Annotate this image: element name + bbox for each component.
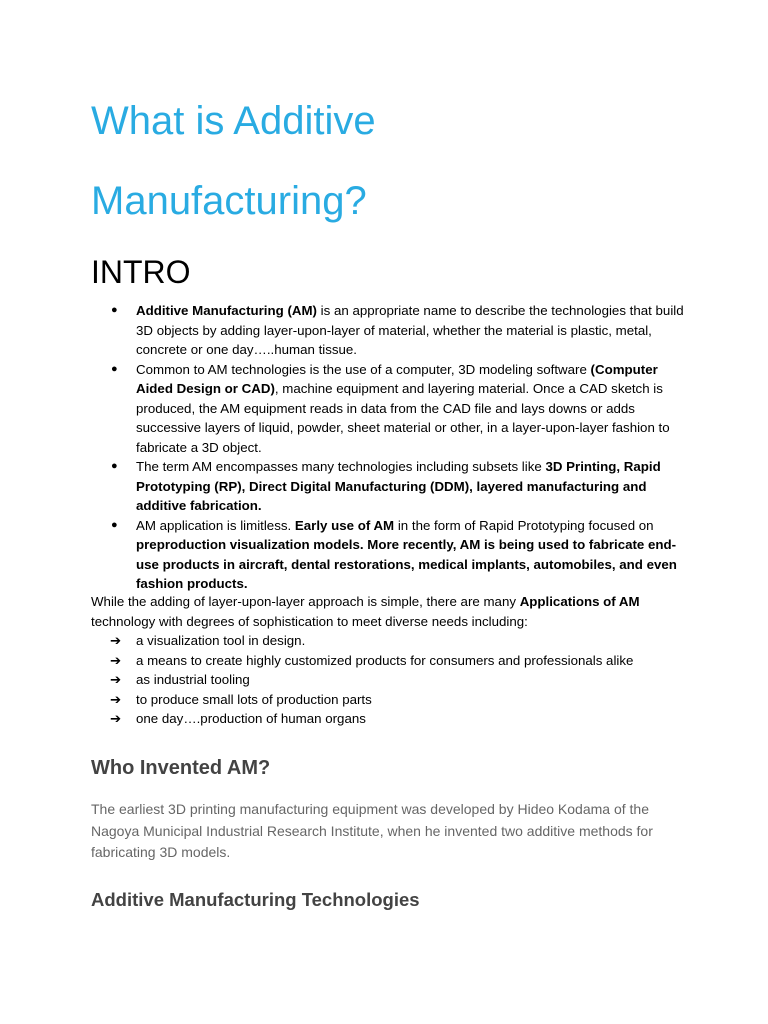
technologies-heading: Additive Manufacturing Technologies [91, 889, 420, 910]
arrow-right-icon: ➔ [110, 711, 122, 726]
bullet-dot-icon: ● [111, 518, 118, 531]
bullet-bold: (Computer Aided Design or CAD) [136, 361, 658, 396]
bullet-bold: preproduction visualization models. More recently, AM is being used to fabricate end-use products in aircraft, dental restorations, medical implants, automobiles, and even fashion products. [136, 537, 677, 591]
para-text: technology with degrees of sophistication to meet diverse needs including: [91, 613, 528, 629]
arrow-item-text: as industrial tooling [136, 672, 250, 687]
bullet-text: The term AM encompasses many technologies including subsets like [136, 459, 546, 474]
who-invented-heading: Who Invented AM? [91, 757, 271, 779]
bullet-item [91, 516, 691, 594]
arrow-item-text: one day….production of human organs [136, 711, 366, 726]
bullet-item [91, 301, 691, 360]
arrow-item-text: a means to create highly customized products for consumers and professionals alike [136, 652, 634, 668]
arrow-list-item [91, 709, 691, 729]
bullet-item [91, 457, 691, 516]
para-text: While the adding of layer-upon-layer approach is simple, there are many [91, 594, 520, 609]
arrow-list-item [91, 651, 691, 671]
bullet-text: , machine equipment and layering material. Once a CAD sketch is produced, the AM equipment reads in data from the CAD file and lays downs or adds successive layers of liquid, powder, sheet material or other, in a layer-upon-layer fashion to fabricate a 3D object. [136, 381, 670, 455]
bullet-text: is an appropriate name to describe the technologies that build 3D objects by adding layer-upon-layer of material, whether the material is plastic, metal, concrete or one day…..human tissue. [136, 303, 684, 357]
bullet-bold: Additive Manufacturing (AM) [136, 303, 317, 318]
arrow-list-item [91, 631, 691, 651]
intro-bullet-list [91, 301, 691, 594]
arrow-item-text: to produce small lots of production parts [136, 691, 372, 707]
bullet-text: Common to AM technologies is the use of a computer, 3D modeling software [136, 361, 591, 377]
arrow-right-icon: ➔ [110, 672, 122, 687]
bullet-text: AM application is limitless. [136, 517, 295, 533]
arrow-right-icon: ➔ [110, 691, 122, 707]
bullet-text: in the form of Rapid Prototyping focused on [394, 517, 654, 533]
bullet-bold: Early use of AM [294, 517, 395, 533]
page-title-line-2: Manufacturing? [91, 179, 367, 223]
arrow-list-item [91, 670, 691, 690]
arrow-list-item [91, 690, 691, 710]
bullet-dot-icon: ● [111, 362, 118, 375]
bullet-dot-icon: ● [111, 460, 118, 472]
who-invented-body: The earliest 3D printing manufacturing equipment was developed by Hideo Kodama of the Nagoya Municipal Industrial Research Institute, when he invented two additive methods for fabricating 3D models. [91, 801, 653, 860]
applications-arrow-list [91, 631, 691, 729]
page-title-line-1: What is Additive [91, 99, 376, 143]
bullet-item [91, 360, 691, 458]
bullet-dot-icon: ● [111, 304, 118, 316]
para-bold: Applications of AM [519, 594, 640, 609]
intro-heading: INTRO [91, 254, 191, 290]
arrow-right-icon: ➔ [110, 633, 122, 648]
bullet-bold: 3D Printing, Rapid Prototyping (RP), Direct Digital Manufacturing (DDM), layered manufacturing and additive fabrication. [136, 459, 661, 513]
applications-paragraph [91, 592, 691, 631]
arrow-right-icon: ➔ [110, 652, 122, 668]
arrow-item-text: a visualization tool in design. [136, 633, 306, 648]
